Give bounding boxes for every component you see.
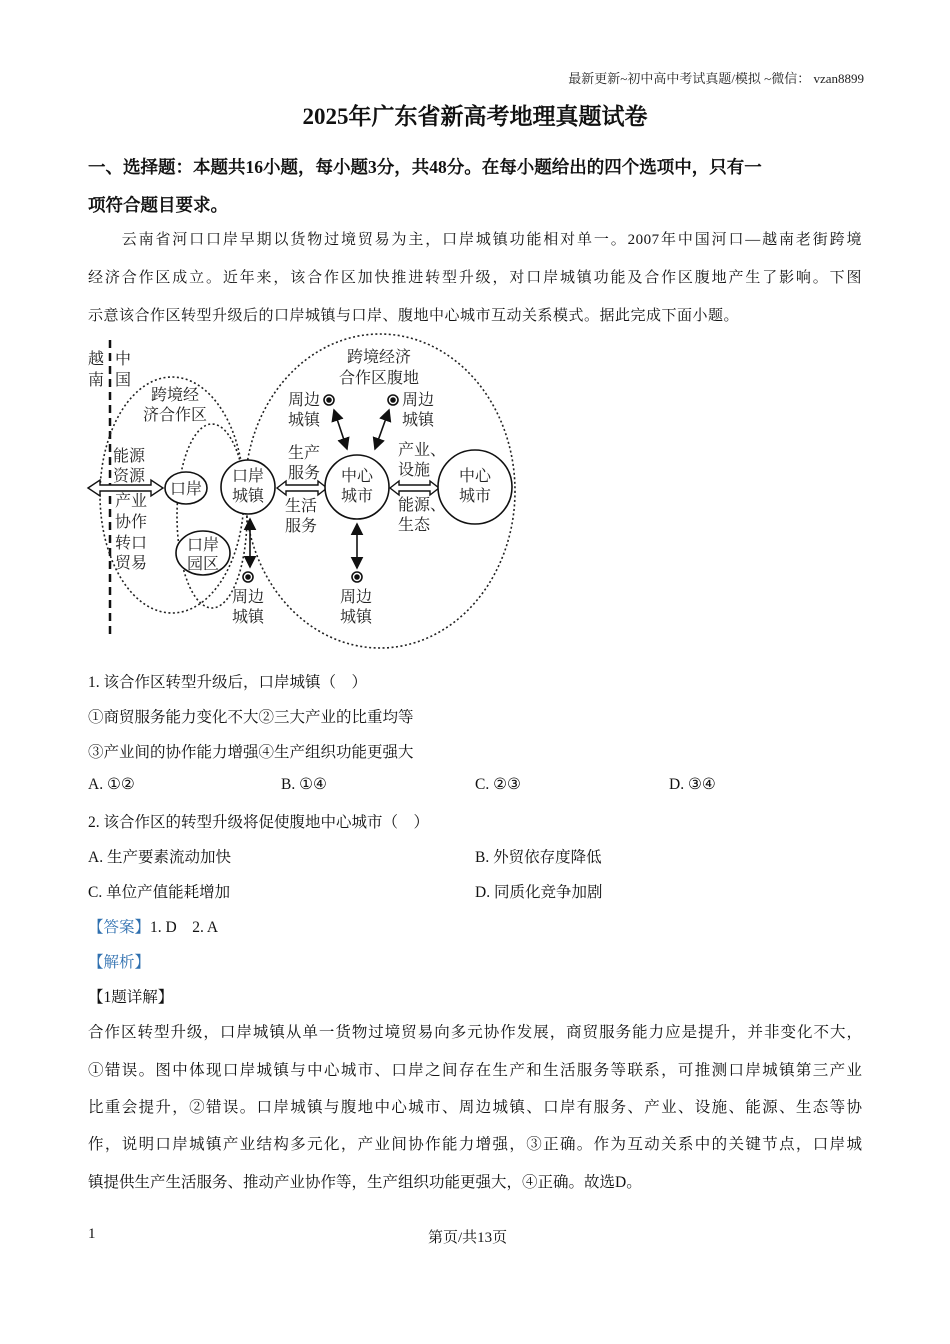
label-hinterland: 跨境经济 bbox=[347, 349, 412, 366]
label-industry: 协作 bbox=[115, 514, 148, 531]
label-hinterland: 合作区腹地 bbox=[339, 370, 420, 387]
explanation-line: 作，说明口岸城镇产业结构多元化，产业间协作能力增强，③正确。作为互动关系中的关键节点，口岸城 bbox=[88, 1136, 862, 1153]
label-energy: 资源 bbox=[113, 468, 146, 485]
label-town: 城镇 bbox=[340, 609, 373, 626]
q1-option-d[interactable]: D. ③④ bbox=[669, 776, 716, 793]
question-1-stem: 1. 该合作区转型升级后，口岸城镇（ ） bbox=[88, 674, 368, 691]
detail-label: 【1题详解】 bbox=[88, 989, 174, 1006]
label-industry: 产业 bbox=[115, 493, 148, 510]
label-industry-facility: 产业、 bbox=[398, 442, 447, 459]
label-zone: 跨境经 bbox=[151, 387, 200, 404]
interaction-diagram bbox=[80, 330, 530, 650]
passage-line: 云南省河口口岸早期以货物过境贸易为主，口岸城镇功能相对单一。2007年中国河口—越南老街跨境 bbox=[88, 232, 862, 248]
arrow bbox=[334, 410, 347, 449]
passage-line: 示意该合作区转型升级后的口岸城镇与口岸、腹地中心城市互动关系模式。据此完成下面小题。 bbox=[88, 308, 740, 324]
arrow bbox=[375, 410, 389, 449]
label-energy-ecology: 生态 bbox=[398, 517, 431, 534]
q1-option-b[interactable]: B. ①④ bbox=[281, 776, 327, 793]
page-title: 2025年广东省新高考地理真题试卷 bbox=[302, 104, 648, 129]
q2-option-b[interactable]: B. 外贸依存度降低 bbox=[475, 849, 602, 866]
label-town: 周边 bbox=[288, 392, 321, 409]
label-town: 周边 bbox=[340, 589, 373, 606]
double-arrow-port-town-city bbox=[277, 481, 327, 495]
label-port-town: 城镇 bbox=[232, 488, 265, 505]
answer-label: 【答案】 bbox=[88, 919, 151, 936]
label-china: 国 bbox=[115, 372, 132, 389]
label-town: 城镇 bbox=[232, 609, 265, 626]
explanation-line: 合作区转型升级，口岸城镇从单一货物过境贸易向多元协作发展，商贸服务能力应是提升，并非变化不大， bbox=[88, 1024, 862, 1041]
label-industry-facility: 设施 bbox=[398, 462, 431, 479]
label-vietnam: 越 bbox=[88, 351, 105, 368]
center-city-node bbox=[325, 455, 389, 519]
label-center-city-2: 城市 bbox=[459, 488, 492, 505]
label-industry: 贸易 bbox=[115, 555, 148, 572]
label-life-service: 生活 bbox=[285, 498, 318, 515]
label-port-park: 园区 bbox=[187, 556, 220, 573]
q2-option-d[interactable]: D. 同质化竞争加剧 bbox=[475, 884, 603, 901]
label-zone: 济合作区 bbox=[143, 407, 208, 424]
q2-option-c[interactable]: C. 单位产值能耗增加 bbox=[88, 884, 231, 901]
label-town: 周边 bbox=[232, 589, 265, 606]
q2-option-a[interactable]: A. 生产要素流动加快 bbox=[88, 849, 231, 866]
section-heading-line2: 项符合题目要求。 bbox=[88, 195, 228, 215]
analysis-label: 【解析】 bbox=[88, 954, 151, 971]
label-life-service: 服务 bbox=[285, 518, 318, 535]
q1-option-c[interactable]: C. ②③ bbox=[475, 776, 521, 793]
question-1-statements: ①商贸服务能力变化不大②三大产业的比重均等 bbox=[88, 709, 414, 726]
section-heading-line1: 一、选择题：本题共16小题，每小题3分，共48分。在每小题给出的四个选项中，只有一 bbox=[88, 157, 762, 177]
label-port-park: 口岸 bbox=[187, 537, 220, 554]
label-town: 周边 bbox=[402, 392, 435, 409]
center-city-node-2 bbox=[438, 450, 512, 524]
label-energy: 能源 bbox=[113, 448, 146, 465]
label-vietnam: 南 bbox=[88, 372, 105, 389]
explanation-line: 比重会提升，②错误。口岸城镇与腹地中心城市、周边城镇、口岸有服务、产业、设施、能源、生态等协 bbox=[88, 1099, 862, 1116]
label-port-town: 口岸 bbox=[232, 468, 265, 485]
answer-value: 1. D 2. A bbox=[150, 919, 219, 936]
label-energy-ecology: 能源、 bbox=[398, 497, 447, 514]
answer-line bbox=[88, 915, 218, 937]
label-production-service: 生产 bbox=[288, 445, 321, 462]
q1-option-a[interactable]: A. ①② bbox=[88, 776, 135, 793]
label-china: 中 bbox=[115, 351, 132, 368]
passage-line: 经济合作区成立。近年来，该合作区加快推进转型升级，对口岸城镇功能及合作区腹地产生了影响。下图 bbox=[88, 270, 862, 286]
question-1-statements: ③产业间的协作能力增强④生产组织功能更强大 bbox=[88, 744, 414, 761]
label-port: 口岸 bbox=[170, 481, 203, 498]
question-2-stem: 2. 该合作区的转型升级将促使腹地中心城市（ ） bbox=[88, 814, 430, 831]
page-info: 第页/共13页 bbox=[428, 1230, 508, 1246]
double-arrow-city-city bbox=[390, 481, 439, 495]
label-center-city-2: 中心 bbox=[459, 468, 492, 485]
label-center-city: 中心 bbox=[341, 468, 374, 485]
label-town: 城镇 bbox=[402, 412, 435, 429]
label-industry: 转口 bbox=[115, 535, 148, 552]
explanation-line: 镇提供生产生活服务、推动产业协作等，生产组织功能更强大，④正确。故选D。 bbox=[88, 1174, 642, 1191]
label-town: 城镇 bbox=[288, 412, 321, 429]
explanation-line: ①错误。图中体现口岸城镇与中心城市、口岸之间存在生产和生活服务等联系，可推测口岸城镇第三产业 bbox=[88, 1062, 862, 1079]
page-number: 1 bbox=[88, 1226, 96, 1242]
port-area-boundary bbox=[177, 424, 247, 608]
label-center-city: 城市 bbox=[341, 488, 374, 505]
label-production-service: 服务 bbox=[288, 465, 321, 482]
header-note: 最新更新~初中高中考试真题/模拟 ~微信： vzan8899 bbox=[568, 71, 864, 86]
